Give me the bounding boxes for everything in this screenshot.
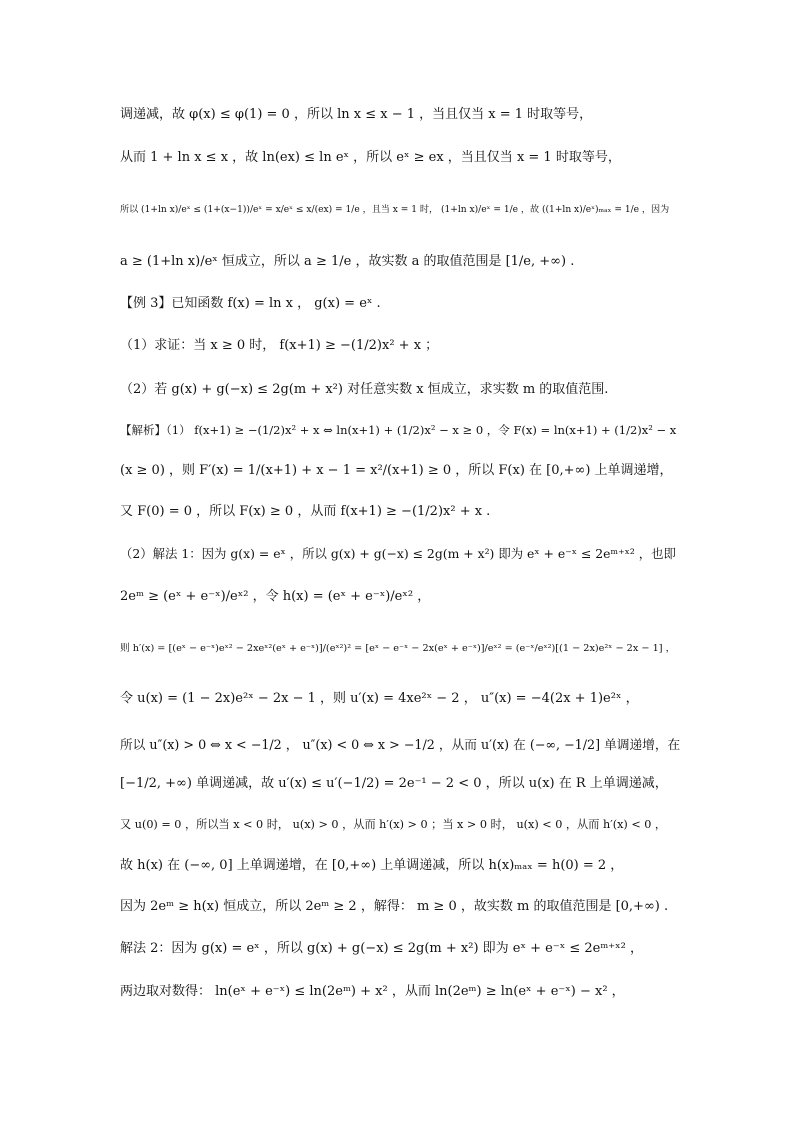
method-1-line-2: 2eᵐ ≥ (eˣ + e⁻ˣ)/eˣ² ，令 h(x) = (eˣ + e⁻ˣ)/eˣ² ， xyxy=(120,589,431,604)
solution-line-3: 又 F(0) = 0 ，所以 F(x) ≥ 0 ，从而 f(x+1) ≥ −(1/2)x² + x . xyxy=(120,504,491,519)
method-2-line-1: 解法 2：因为 g(x) = eˣ ，所以 g(x) + g(−x) ≤ 2g(m + x²) 即为 eˣ + e⁻ˣ ≤ 2eᵐ⁺ˣ² ， xyxy=(120,941,644,956)
text-line-1: 调递减，故 φ(x) ≤ φ(1) = 0 ，所以 ln x ≤ x − 1 ，当且仅当 x = 1 时取等号， xyxy=(120,107,593,122)
method-1-line-1: （2）解法 1：因为 g(x) = eˣ ，所以 g(x) + g(−x) ≤ 2g(m + x²) 即为 eˣ + e⁻ˣ ≤ 2eᵐ⁺ˣ² ，也即 xyxy=(120,546,676,561)
method-1-monotonic-2: [−1/2, +∞) 单调递减，故 u′(x) ≤ u′(−1/2) = 2e⁻¹ − 2 < 0 ，所以 u(x) 在 R 上单调递减， xyxy=(120,776,668,791)
method-1-monotonic-1: 所以 u″(x) > 0 ⇔ x < −1/2 ， u″(x) < 0 ⇔ x > −1/2 ，从而 u′(x) 在 (−∞, −1/2] 单调递增，在 xyxy=(120,737,681,752)
text-line-3: 所以 (1+ln x)/eˣ ≤ (1+(x−1))/eˣ = x/eˣ ≤ x/(ex) = 1/e ，且当 x = 1 时， (1+ln x)/eˣ = 1/e ，故 ((1+ln x)/eˣ)ₘₐₓ = 1/e ，因为 xyxy=(120,205,670,215)
text-line-2: 从而 1 + ln x ≤ x ，故 ln(ex) ≤ ln eˣ ，所以 eˣ ≥ ex ，当且仅当 x = 1 时取等号， xyxy=(120,150,621,165)
question-2: （2）若 g(x) + g(−x) ≤ 2g(m + x²) 对任意实数 x 恒成立，求实数 m 的取值范围. xyxy=(120,382,609,397)
method-1-sign: 又 u(0) = 0 ，所以当 x < 0 时， u(x) > 0 ，从而 h′(x) > 0 ；当 x > 0 时， u(x) < 0 ，从而 h′(x) < 0 ， xyxy=(120,818,667,831)
solution-line-2: (x ≥ 0) ，则 F′(x) = 1/(x+1) + x − 1 = x²/(x+1) ≥ 0 ，所以 F(x) 在 [0,+∞) 上单调递增， xyxy=(120,463,673,478)
question-1: （1）求证：当 x ≥ 0 时， f(x+1) ≥ −(1/2)x² + x ； xyxy=(120,338,439,353)
method-1-derivative: 则 h′(x) = [(eˣ − e⁻ˣ)eˣ² − 2xeˣ²(eˣ + e⁻ˣ)]/(eˣ²)² = [eˣ − e⁻ˣ − 2x(eˣ + e⁻ˣ)]/eˣ² = (e⁻ˣ/eˣ²)[(1 − 2x)e²ˣ − 2x − 1] ， xyxy=(120,643,676,654)
example-3-heading: 【例 3】已知函数 f(x) = ln x ， g(x) = eˣ . xyxy=(120,296,381,311)
solution-line-1: 【解析】（1） f(x+1) ≥ −(1/2)x² + x ⇔ ln(x+1) + (1/2)x² − x ≥ 0 ，令 F(x) = ln(x+1) + (1/2)x² − x xyxy=(120,423,677,437)
text-line-4: a ≥ (1+ln x)/eˣ 恒成立，所以 a ≥ 1/e ，故实数 a 的取值范围是 [1/e, +∞) . xyxy=(120,254,575,269)
method-1-max: 故 h(x) 在 (−∞, 0] 上单调递增，在 [0,+∞) 上单调递减，所以 h(x)ₘₐₓ = h(0) = 2 ， xyxy=(120,858,624,873)
method-2-line-2: 两边取对数得： ln(eˣ + e⁻ˣ) ≤ ln(2eᵐ) + x² ，从而 ln(2eᵐ) ≥ ln(eˣ + e⁻ˣ) − x² ， xyxy=(120,984,625,999)
method-1-u-def: 令 u(x) = (1 − 2x)e²ˣ − 2x − 1 ，则 u′(x) = 4xe²ˣ − 2 ， u″(x) = −4(2x + 1)e²ˣ ， xyxy=(120,691,639,706)
method-1-conclusion: 因为 2eᵐ ≥ h(x) 恒成立，所以 2eᵐ ≥ 2 ，解得： m ≥ 0 ，故实数 m 的取值范围是 [0,+∞) . xyxy=(120,899,669,914)
